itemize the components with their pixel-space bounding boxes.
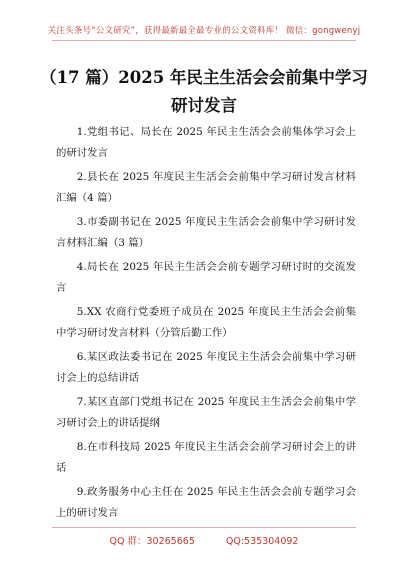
toc-item-3: 3.市委副书记在 2025 年度民主生活会会前集中学习研讨发言材料汇编（3 篇） [56,216,356,249]
toc-item-6: 6.某区政法委书记在 2025 年度民主生活会会前集中学习研讨会上的总结讲话 [56,351,356,384]
footer-contact [0,533,408,547]
header-promo-note: 关注头条号“公文研究”，获得最新最全最专业的公文资料库！ 微信：gongwenyj [47,26,361,36]
footer-divider [52,527,356,528]
table-of-contents [56,122,356,527]
toc-item-9: 9.政务服务中心主任在 2025 年民主生活会会前专题学习会上的研讨发言 [56,486,356,519]
document-title: （17 篇）2025 年民主生活会会前集中学习研讨发言 [40,68,368,115]
toc-item-7: 7.某区直部门党组书记在 2025 年度民主生活会会前集中学习研讨会上的讲话提纲 [56,396,356,429]
toc-item-8: 8.在市科技局 2025 年度民主生活会会前学习研讨会上的讲话 [56,441,356,474]
footer-qq: QQ:535304092 [225,536,299,547]
toc-item-2: 2.县长在 2025 年度民主生活会会前集中学习研讨发言材料汇编（4 篇） [56,171,356,204]
toc-item-5: 5.XX 农商行党委班子成员在 2025 年度民主生活会会前集中学习研讨发言材料（分管后勤工作） [56,306,356,339]
toc-item-4: 4.局长在 2025 年民主生活会会前专题学习研讨时的交流发言 [56,261,356,294]
header-divider [52,40,356,41]
footer-qq-group: QQ 群：30265665 [109,536,195,547]
toc-item-1: 1.党组书记、局长在 2025 年民主生活会会前集体学习会上的研讨发言 [56,126,356,159]
